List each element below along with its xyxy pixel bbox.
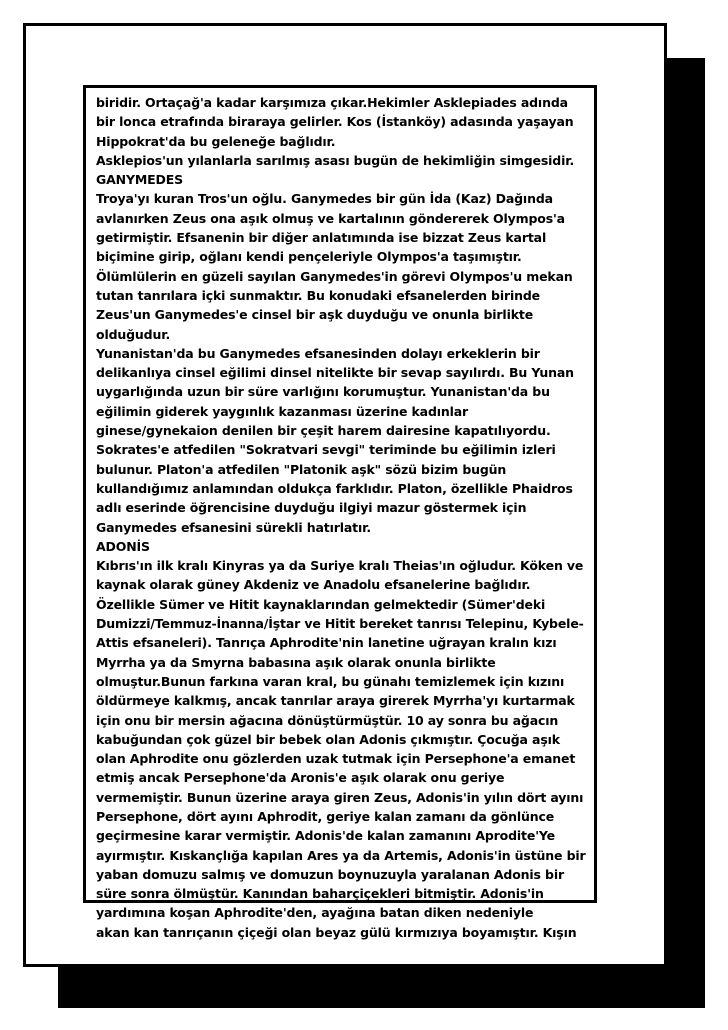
text-line: Attis efsaneleri). Tanrıça Aphrodite'nin lanetine uğrayan kralın kızı: [96, 635, 557, 651]
text-line: Hippokrat'da bu geleneğe bağlıdır.: [96, 133, 336, 149]
text-line: için onu bir mersin ağacına dönüştürmüştür. 10 ay sonra bu ağacın: [96, 712, 559, 728]
text-line: geçirmesine karar vermiştir. Adonis'de kalan zamanını Aprodite'Ye: [96, 828, 555, 844]
text-line: Myrrha ya da Smyrna babasına aşık olarak onunla birlikte: [96, 654, 496, 670]
text-line: Sokrates'e atfedilen "Sokratvari sevgi" teriminde bu eğilimin izleri: [96, 442, 556, 458]
text-line: vermemiştir. Bunun üzerine araya giren Zeus, Adonis'in yılın dört ayını: [96, 789, 584, 805]
text-line: Dumizzi/Temmuz-İnanna/İştar ve Hitit bereket tanrısı Telepinu, Kybele-: [96, 616, 584, 632]
text-line: ADONİS: [96, 538, 150, 554]
text-line: getirmiştir. Efsanenin bir diğer anlatımında ise bizzat Zeus kartal: [96, 230, 547, 246]
text-line: delikanlıya cinsel eğilimi dinsel nitelikte bir sevap sayılırdı. Bu Yunan: [96, 365, 574, 381]
text-line: kabuğundan çok güzel bir bebek olan Adonis çıkmıştır. Çocuğa aşık: [96, 731, 560, 747]
text-line: etmiş ancak Persephone'da Aronis'e aşık olarak onu geriye: [96, 770, 505, 786]
text-line: olduğudur.: [96, 326, 171, 342]
text-line: öldürmeye kalkmış, ancak tanrılar araya girerek Myrrha'yı kurtarmak: [96, 693, 575, 709]
text-line: bulunur. Platon'a atfedilen "Platonik aşk" sözü bizim bugün: [96, 461, 507, 477]
text-line: yardımına koşan Aphrodite'den, ayağına batan diken nedeniyle: [96, 905, 534, 921]
text-line: Özellikle Sümer ve Hitit kaynaklarından gelmektedir (Sümer'deki: [96, 596, 546, 612]
text-line: olan Aphrodite onu gözlerden uzak tutmak için Persephone'a emanet: [96, 751, 576, 767]
text-frame: [83, 85, 597, 940]
text-line: ayırmıştır. Kıskançlığa kapılan Ares ya da Artemis, Adonis'in üstüne bir: [96, 847, 586, 863]
text-line: ginese/gynekaion denilen bir çeşit harem dairesine kapatılıyordu.: [96, 423, 551, 439]
text-line: Yunanistan'da bu Ganymedes efsanesinden dolayı erkeklerin bir: [96, 345, 540, 361]
text-line: Kıbrıs'ın ilk kralı Kinyras ya da Suriye kralı Theias'ın oğludur. Köken ve: [96, 558, 584, 574]
text-line: süre sonra ölmüştür. Kanından baharçiçekleri bitmiştir. Adonis'in: [96, 886, 544, 902]
text-line: eğilimin giderek yaygınlık kazanması üzerine kadınlar: [96, 403, 469, 419]
text-line: GANYMEDES: [96, 172, 183, 188]
text-line: tutan tanrılara içki sunmaktır. Bu konudaki efsanelerden birinde: [96, 287, 541, 303]
text-line: Troya'yı kuran Tros'un oğlu. Ganymedes bir gün İda (Kaz) Dağında: [96, 191, 553, 207]
text-line: Asklepios'un yılanlarla sarılmış asası bugün de hekimliğin simgesidir.: [96, 152, 575, 168]
text-line: uygarlığında uzun bir süre varlığını korumuştur. Yunanistan'da bu: [96, 384, 550, 400]
text-line: Ölümlülerin en güzeli sayılan Ganymedes'in görevi Olympos'u mekan: [96, 268, 573, 284]
text-line: Ganymedes efsanesini sürekli hatırlatır.: [96, 519, 371, 535]
text-line: olmuştur.Bunun farkına varan kral, bu günahı temizlemek için kızını: [96, 673, 565, 689]
text-line: biridir. Ortaçağ'a kadar karşımıza çıkar.Hekimler Asklepiades adında: [96, 95, 568, 110]
text-line: biçimine girip, oğlanı kendi pençeleriyle Olympos'a taşımıştır.: [96, 249, 522, 265]
text-line: bir lonca etrafında biraraya gelirler. Kos (İstanköy) adasında yaşayan: [96, 114, 574, 130]
text-line: avlanırken Zeus ona aşık olmuş ve kartalının göndererek Olympos'a: [96, 210, 565, 226]
text-line: akan kan tanrıçanın çiçeği olan beyaz gülü kırmızıya boyamıştır. Kışın: [96, 924, 577, 940]
text-line: kullandığımız anlamından oldukça farklıdır. Platon, özellikle Phaidros: [96, 480, 573, 496]
text-line: yaban domuzu salmış ve domuzun boynuzuyla yaralanan Adonis bir: [96, 866, 564, 882]
text-line: Zeus'un Ganymedes'e cinsel bir aşk duyduğu ve onunla birlikte: [96, 307, 534, 323]
text-line: Persephone, dört ayını Aphrodit, geriye kalan zamanı da gönlünce: [96, 808, 555, 824]
body-text: [96, 93, 589, 942]
text-line: kaynak olarak güney Akdeniz ve Anadolu efsanelerine bağlıdır.: [96, 577, 531, 593]
text-line: adlı eserinde öğrencisine duyduğu ilgiyi mazur göstermek için: [96, 500, 527, 516]
